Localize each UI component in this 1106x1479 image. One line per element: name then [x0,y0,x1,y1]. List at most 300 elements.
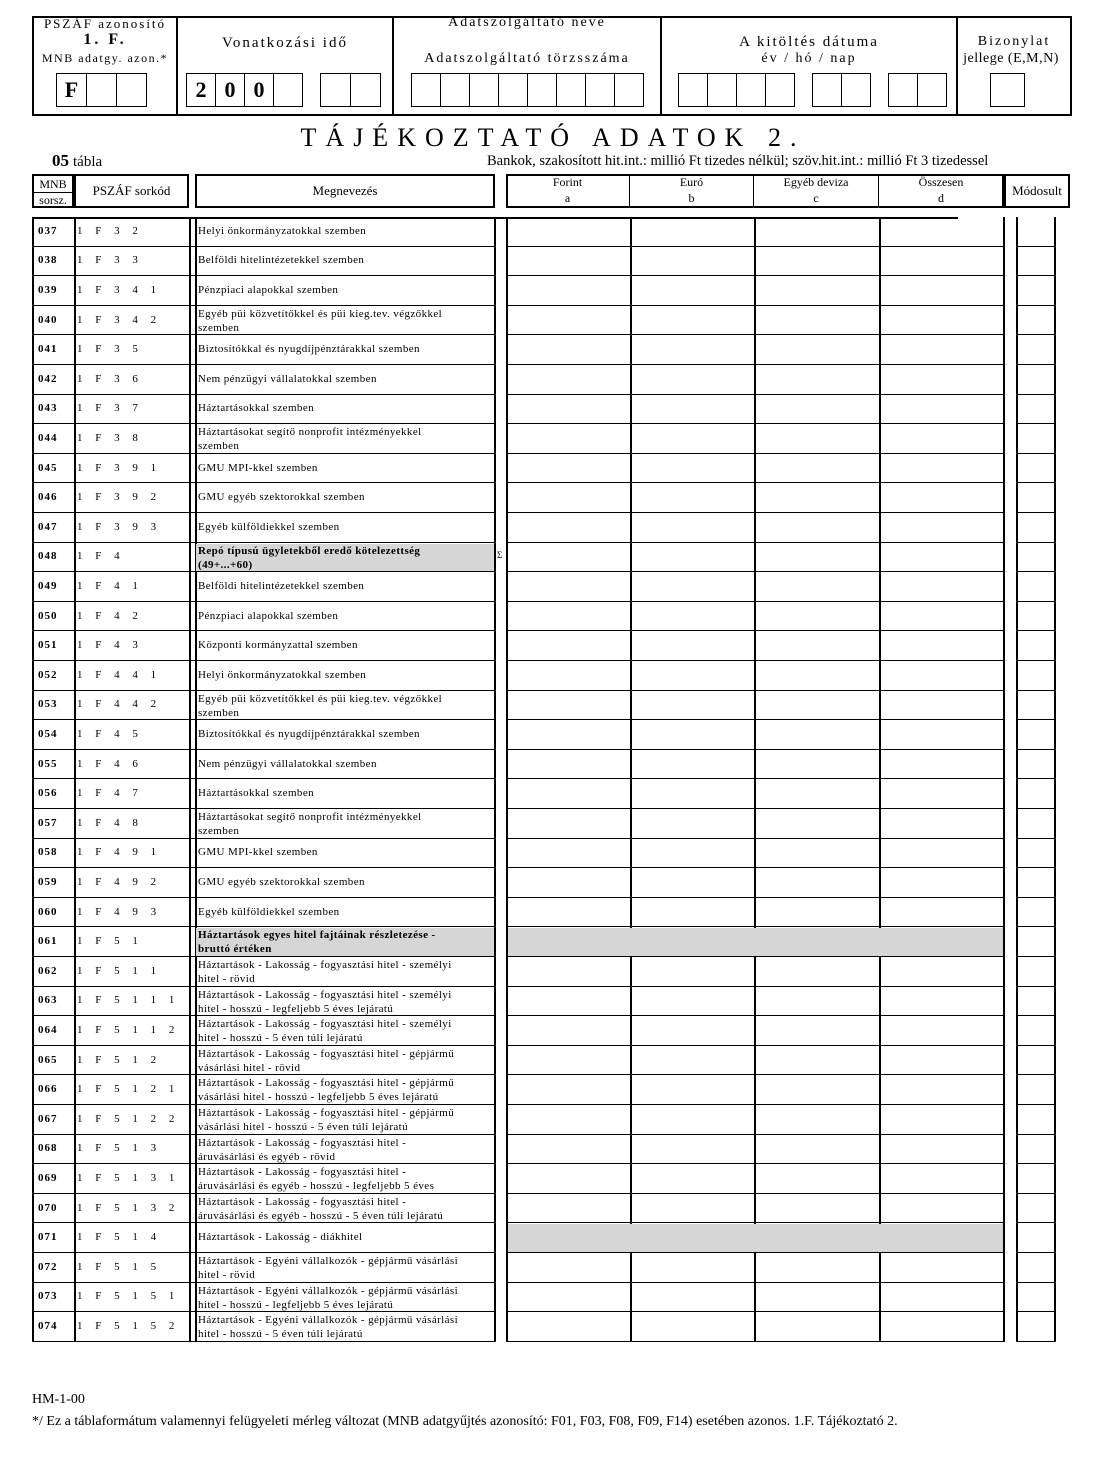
mnb-box-value [87,74,116,106]
data-cell-d[interactable] [881,1136,1002,1163]
data-cell-d[interactable] [881,544,1002,571]
data-cell-c[interactable] [756,336,878,363]
data-cell-b[interactable] [632,1165,753,1192]
data-cell-d[interactable] [881,1195,1002,1222]
data-cell-b[interactable] [632,1017,753,1044]
row-number: 038 [38,254,58,267]
data-cell-d[interactable] [881,603,1002,630]
data-cell-c[interactable] [756,958,878,985]
data-cell-a[interactable] [508,1076,629,1103]
torzsszam-box[interactable] [498,73,528,107]
row-number: 063 [38,994,58,1007]
row-label: Háztartások - Egyéni vállalkozók - gépjármű vásárlási [198,1314,459,1327]
data-cell-b[interactable] [632,573,753,600]
row-separator [1016,1341,1056,1342]
data-cell-b[interactable] [632,1136,753,1163]
modosult-cell[interactable] [1018,307,1054,334]
data-cell-d[interactable] [881,425,1002,452]
data-cell-b[interactable] [632,840,753,867]
modosult-cell[interactable] [1018,869,1054,896]
data-cell-a[interactable] [508,336,629,363]
data-cell-a[interactable] [508,1017,629,1044]
vonatkozasi-box[interactable] [186,73,216,107]
row-number: 047 [38,520,58,533]
modosult-cell[interactable] [1018,218,1054,245]
vonatkozasi-day-box[interactable] [320,73,351,107]
mnb-label: MNB adatgy. azon.* [41,51,169,65]
data-cell-d[interactable] [881,396,1002,423]
modosult-cell[interactable] [1018,632,1054,659]
data-cell-d[interactable] [881,692,1002,719]
data-cell-c[interactable] [756,573,878,600]
data-cell-c[interactable] [756,1047,878,1074]
row-number: 071 [38,1231,58,1244]
data-cell-d[interactable] [881,248,1002,275]
col-forint-letter: a [564,191,571,205]
modosult-cell[interactable] [1018,1254,1054,1281]
row-number: 066 [38,1083,58,1096]
data-cell-b[interactable] [632,544,753,571]
data-cell-c[interactable] [756,514,878,541]
data-cell-a[interactable] [508,484,629,511]
row-label: GMU MPI-kkel szemben [198,846,318,859]
vonatkozasi-box[interactable] [244,73,274,107]
torzsszam-box[interactable] [440,73,470,107]
modosult-cell[interactable] [1018,455,1054,482]
row-label-2: szemben [198,440,240,453]
row-label-2: áruvásárlási és egyéb - hosszú - 5 éven túli lejáratú [198,1209,444,1222]
modosult-cell[interactable] [1018,248,1054,275]
row-code: 1 F 3 9 2 [77,491,162,504]
col-egyeb-letter: c [813,191,819,205]
row-code: 1 F 5 1 3 [77,1142,162,1155]
data-cell-a[interactable] [508,810,629,837]
table-row [0,1164,1106,1194]
data-cell-c[interactable] [756,1313,878,1340]
data-cell-a[interactable] [508,662,629,689]
data-cell-b[interactable] [632,425,753,452]
data-cell-c[interactable] [756,810,878,837]
kitoltes-ev-box[interactable] [765,73,795,107]
vonatkozasi-box[interactable] [215,73,245,107]
row-number: 051 [38,639,58,652]
data-cell-b[interactable] [632,869,753,896]
data-cell-a[interactable] [508,928,629,955]
data-cell-a[interactable] [508,248,629,275]
data-cell-c[interactable] [756,396,878,423]
data-cell-a[interactable] [508,1284,629,1311]
modosult-cell[interactable] [1018,1165,1054,1192]
data-cell-a[interactable] [508,1195,629,1222]
header-divider [392,16,394,116]
data-cell-d[interactable] [881,455,1002,482]
data-cell-b[interactable] [632,721,753,748]
mnb-box[interactable] [56,73,87,107]
data-cell-d[interactable] [881,869,1002,896]
mnb-box-value: F [64,77,79,102]
table-row [0,1312,1106,1342]
kitoltes-ho-box[interactable] [841,73,871,107]
data-cell-c[interactable] [756,1195,878,1222]
row-label: Háztartások - Lakosság - fogyasztási hitel - személyi [198,988,452,1001]
bizonylat-label: Bizonylat [977,34,1051,49]
row-code: 1 F 5 1 1 2 [77,1023,180,1036]
data-cell-d[interactable] [881,573,1002,600]
table-row [0,306,1106,336]
modosult-cell[interactable] [1018,840,1054,867]
data-cell-c[interactable] [756,218,878,245]
table-row [0,1105,1106,1135]
data-cell-a[interactable] [508,1224,629,1251]
data-cell-a[interactable] [508,869,629,896]
data-cell-d[interactable] [881,810,1002,837]
data-cell-a[interactable] [508,899,629,926]
data-cell-c[interactable] [756,603,878,630]
data-cell-c[interactable] [756,632,878,659]
data-cell-c[interactable] [756,1136,878,1163]
data-cell-c[interactable] [756,248,878,275]
row-number: 049 [38,579,58,592]
data-cell-b[interactable] [632,810,753,837]
data-cell-b[interactable] [632,1195,753,1222]
data-cell-a[interactable] [508,840,629,867]
data-cell-b[interactable] [632,958,753,985]
data-cell-d[interactable] [881,899,1002,926]
mnb-box[interactable] [116,73,147,107]
table-row [0,898,1106,928]
modosult-cell[interactable] [1018,425,1054,452]
header-divider [176,16,178,116]
data-cell-c[interactable] [756,928,878,955]
data-cell-a[interactable] [508,1254,629,1281]
data-cell-a[interactable] [508,573,629,600]
data-cell-d[interactable] [881,988,1002,1015]
data-cell-c[interactable] [756,721,878,748]
row-number: 069 [38,1171,58,1184]
data-cell-c[interactable] [756,1165,878,1192]
data-cell-d[interactable] [881,514,1002,541]
data-cell-a[interactable] [508,721,629,748]
data-cell-a[interactable] [508,307,629,334]
data-cell-a[interactable] [508,988,629,1015]
row-label: Háztartások - Lakosság - fogyasztási hitel - [198,1166,407,1179]
row-label-2: vásárlási hitel - rövid [198,1061,301,1074]
row-code: 1 F 4 9 3 [77,905,162,918]
data-cell-c[interactable] [756,869,878,896]
col-euro [630,174,754,208]
kitoltes-ev-box[interactable] [678,73,708,107]
data-cell-c[interactable] [756,1254,878,1281]
data-cell-b[interactable] [632,307,753,334]
data-cell-a[interactable] [508,218,629,245]
table-row [0,1223,1106,1253]
data-cell-d[interactable] [881,277,1002,304]
data-cell-a[interactable] [508,1047,629,1074]
table-row [0,247,1106,277]
data-cell-c[interactable] [756,455,878,482]
row-label: Repó típusú ügyletekből eredő kötelezettség [198,544,421,557]
torzsszam-box[interactable] [556,73,586,107]
data-cell-b[interactable] [632,692,753,719]
modosult-cell[interactable] [1018,751,1054,778]
data-cell-a[interactable] [508,1313,629,1340]
data-cell-c[interactable] [756,692,878,719]
data-cell-a[interactable] [508,1136,629,1163]
data-cell-b[interactable] [632,899,753,926]
data-cell-d[interactable] [881,336,1002,363]
row-code: 1 F 4 9 1 [77,846,162,859]
row-label-2: szemben [198,706,240,719]
table-row [0,779,1106,809]
data-cell-d[interactable] [881,840,1002,867]
row-number: 039 [38,283,58,296]
modosult-cell[interactable] [1018,544,1054,571]
modosult-cell[interactable] [1018,780,1054,807]
row-number: 068 [38,1142,58,1155]
data-cell-a[interactable] [508,958,629,985]
data-cell-c[interactable] [756,1017,878,1044]
kitoltes-ho-box[interactable] [812,73,842,107]
row-code: 1 F 5 1 2 2 [77,1112,180,1125]
data-cell-c[interactable] [756,662,878,689]
modosult-cell[interactable] [1018,721,1054,748]
data-cell-b[interactable] [632,484,753,511]
row-label: Biztosítókkal és nyugdíjpénztárakkal szemben [198,343,420,356]
modosult-cell[interactable] [1018,396,1054,423]
row-code: 1 F 4 [77,550,125,563]
data-cell-d[interactable] [881,484,1002,511]
modosult-cell[interactable] [1018,662,1054,689]
data-cell-a[interactable] [508,455,629,482]
data-cell-d[interactable] [881,366,1002,393]
modosult-cell[interactable] [1018,1136,1054,1163]
data-cell-b[interactable] [632,1254,753,1281]
data-cell-d[interactable] [881,662,1002,689]
data-cell-b[interactable] [632,366,753,393]
header-divider [660,16,662,116]
data-cell-c[interactable] [756,899,878,926]
data-cell-d[interactable] [881,632,1002,659]
data-cell-d[interactable] [881,307,1002,334]
data-cell-a[interactable] [508,425,629,452]
data-cell-b[interactable] [632,751,753,778]
row-number: 055 [38,757,58,770]
torzsszam-label: Adatszolgáltató törzsszáma [424,51,630,66]
torzsszam-box[interactable] [585,73,615,107]
data-cell-d[interactable] [881,751,1002,778]
modosult-cell[interactable] [1018,1017,1054,1044]
row-label-2: bruttó értéken [198,943,272,956]
modosult-cell[interactable] [1018,514,1054,541]
col-forint [506,174,630,208]
kitoltes-ev-box[interactable] [707,73,737,107]
modosult-cell[interactable] [1018,928,1054,955]
row-number: 046 [38,491,58,504]
modosult-cell[interactable] [1018,958,1054,985]
row-label-2: áruvásárlási és egyéb - hosszú - legfeljebb 5 éves [198,1180,435,1193]
row-code: 1 F 3 2 [77,224,143,237]
table-row [0,1194,1106,1224]
modosult-cell[interactable] [1018,810,1054,837]
table-row [0,868,1106,898]
data-cell-c[interactable] [756,751,878,778]
table-row [0,1253,1106,1283]
table-row [0,335,1106,365]
data-cell-b[interactable] [632,396,753,423]
data-cell-b[interactable] [632,1106,753,1133]
data-cell-b[interactable] [632,336,753,363]
table-row [0,395,1106,425]
data-cell-d[interactable] [881,780,1002,807]
modosult-cell[interactable] [1018,1047,1054,1074]
col-osszesen-label: Összesen [918,175,964,189]
modosult-cell[interactable] [1018,692,1054,719]
data-cell-a[interactable] [508,632,629,659]
data-cell-d[interactable] [881,1106,1002,1133]
modosult-cell[interactable] [1018,1224,1054,1251]
data-cell-b[interactable] [632,780,753,807]
data-cell-c[interactable] [756,307,878,334]
row-label: Háztartások - Lakosság - fogyasztási hitel - személyi [198,1018,452,1031]
table-row [0,454,1106,484]
data-cell-a[interactable] [508,751,629,778]
data-cell-c[interactable] [756,277,878,304]
col-megnevezes [195,174,495,208]
row-label: Belföldi hitelintézetekkel szemben [198,254,365,267]
row-label: GMU egyéb szektorokkal szemben [198,491,365,504]
data-cell-d[interactable] [881,928,1002,955]
data-cell-d[interactable] [881,1254,1002,1281]
data-cell-d[interactable] [881,1076,1002,1103]
data-cell-b[interactable] [632,218,753,245]
data-cell-a[interactable] [508,1165,629,1192]
data-cell-b[interactable] [632,514,753,541]
modosult-cell[interactable] [1018,1076,1054,1103]
modosult-cell[interactable] [1018,336,1054,363]
row-number: 065 [38,1053,58,1066]
data-cell-c[interactable] [756,1284,878,1311]
kitoltes-label: A kitöltés dátuma [739,34,879,50]
torzsszam-box[interactable] [411,73,441,107]
table-row [0,661,1106,691]
data-cell-c[interactable] [756,1224,878,1251]
table-row [0,987,1106,1017]
modosult-cell[interactable] [1018,573,1054,600]
page-title: TÁJÉKOZTATÓ ADATOK 2. [300,123,806,152]
modosult-cell[interactable] [1018,366,1054,393]
modosult-cell[interactable] [1018,988,1054,1015]
data-cell-d[interactable] [881,218,1002,245]
data-cell-c[interactable] [756,544,878,571]
data-cell-b[interactable] [632,277,753,304]
data-cell-c[interactable] [756,780,878,807]
data-cell-b[interactable] [632,632,753,659]
kitoltes-nap-box[interactable] [917,73,947,107]
data-cell-a[interactable] [508,396,629,423]
vonatkozasi-box-value: 2 [195,77,207,102]
row-label: Háztartások - Lakosság - fogyasztási hitel - [198,1195,407,1208]
data-cell-b[interactable] [632,1047,753,1074]
data-cell-d[interactable] [881,1017,1002,1044]
data-cell-c[interactable] [756,425,878,452]
data-cell-b[interactable] [632,248,753,275]
table-row [0,1135,1106,1165]
modosult-cell[interactable] [1018,1313,1054,1340]
row-code: 1 F 4 8 [77,816,143,829]
data-cell-b[interactable] [632,1076,753,1103]
data-cell-c[interactable] [756,1106,878,1133]
data-cell-a[interactable] [508,692,629,719]
data-cell-c[interactable] [756,484,878,511]
kitoltes-nap-box[interactable] [888,73,918,107]
table-row [0,1075,1106,1105]
data-cell-d[interactable] [881,958,1002,985]
torzsszam-box[interactable] [614,73,644,107]
table-row [0,957,1106,987]
modosult-cell[interactable] [1018,484,1054,511]
row-code: 1 F 3 8 [77,431,143,444]
col-forint-label: Forint [552,175,583,189]
data-cell-d[interactable] [881,1313,1002,1340]
data-cell-a[interactable] [508,514,629,541]
data-cell-a[interactable] [508,1106,629,1133]
data-cell-a[interactable] [508,544,629,571]
data-cell-d[interactable] [881,1224,1002,1251]
data-cell-d[interactable] [881,721,1002,748]
data-cell-a[interactable] [508,780,629,807]
torzsszam-box[interactable] [527,73,557,107]
data-cell-b[interactable] [632,1313,753,1340]
data-cell-d[interactable] [881,1284,1002,1311]
modosult-cell[interactable] [1018,1195,1054,1222]
mnb-box[interactable] [86,73,117,107]
modosult-cell[interactable] [1018,899,1054,926]
data-cell-c[interactable] [756,988,878,1015]
torzsszam-box[interactable] [469,73,499,107]
data-cell-a[interactable] [508,366,629,393]
data-cell-b[interactable] [632,1284,753,1311]
row-code: 1 F 3 4 2 [77,313,162,326]
vonatkozasi-day-box[interactable] [350,73,381,107]
data-cell-c[interactable] [756,1076,878,1103]
data-cell-a[interactable] [508,603,629,630]
data-cell-b[interactable] [632,988,753,1015]
data-cell-b[interactable] [632,603,753,630]
data-cell-d[interactable] [881,1047,1002,1074]
data-cell-b[interactable] [632,1224,753,1251]
data-cell-a[interactable] [508,277,629,304]
data-cell-b[interactable] [632,928,753,955]
modosult-cell[interactable] [1018,277,1054,304]
data-cell-c[interactable] [756,840,878,867]
modosult-cell[interactable] [1018,603,1054,630]
modosult-cell[interactable] [1018,1106,1054,1133]
vonatkozasi-month-box[interactable] [273,73,303,107]
modosult-cell[interactable] [1018,1284,1054,1311]
table-word: tábla [73,154,103,170]
table-row [0,839,1106,869]
table-row [0,691,1106,721]
data-cell-c[interactable] [756,366,878,393]
row-label-2: (49+...+60) [198,558,253,571]
bizonylat-box[interactable] [990,73,1025,107]
data-cell-b[interactable] [632,455,753,482]
row-number: 070 [38,1201,58,1214]
row-number: 074 [38,1319,58,1332]
kitoltes-ev-box[interactable] [736,73,766,107]
data-cell-d[interactable] [881,1165,1002,1192]
data-cell-b[interactable] [632,662,753,689]
